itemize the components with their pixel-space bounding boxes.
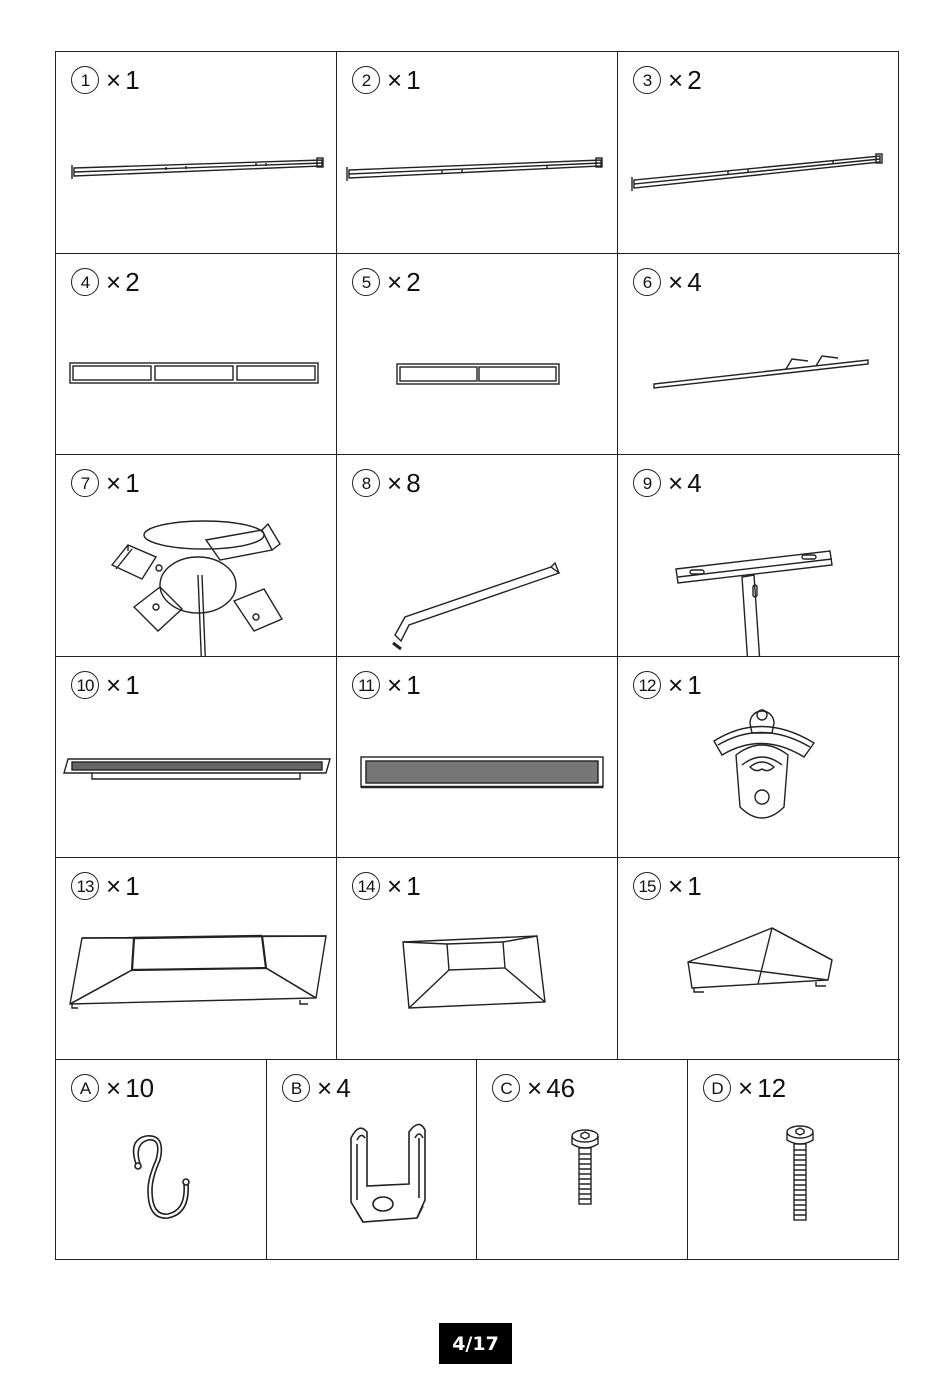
part-quantity: 2 xyxy=(125,267,140,297)
part-cell-15 xyxy=(618,858,900,1060)
part-label: 15 × 1 xyxy=(633,871,702,901)
part-label: 7 × 1 xyxy=(71,468,140,498)
part-cell-3 xyxy=(618,52,900,254)
part-cell-6 xyxy=(618,254,900,455)
shelf-board-icon xyxy=(56,254,337,455)
part-number: 2 xyxy=(352,66,380,94)
hardware-label: B × 4 xyxy=(282,1073,351,1103)
part-quantity: 1 xyxy=(125,871,140,901)
part-cell-9 xyxy=(618,455,900,657)
part-quantity: 4 xyxy=(687,468,702,498)
hardware-quantity: 10 xyxy=(125,1073,155,1103)
hardware-quantity: 46 xyxy=(546,1073,576,1103)
part-label: 12 × 1 xyxy=(633,670,702,700)
short-screw-icon xyxy=(477,1060,688,1260)
part-quantity: 1 xyxy=(687,670,702,700)
part-cell-11 xyxy=(337,657,618,858)
part-quantity: 2 xyxy=(406,267,421,297)
part-number: 1 xyxy=(71,66,99,94)
hardware-label: D × 12 xyxy=(703,1073,786,1103)
part-label: 10 × 1 xyxy=(71,670,140,700)
hardware-cell-b xyxy=(267,1060,477,1260)
part-quantity: 8 xyxy=(406,468,421,498)
u-bracket-icon xyxy=(267,1060,477,1260)
t-bracket-icon xyxy=(618,455,900,657)
hardware-label: C × 46 xyxy=(492,1073,575,1103)
hardware-letter: D xyxy=(703,1074,731,1102)
part-quantity: 1 xyxy=(406,871,421,901)
part-label: 13 × 1 xyxy=(71,871,140,901)
pyramid-cap-icon xyxy=(618,858,900,1060)
part-number: 13 xyxy=(71,872,99,900)
hardware-quantity: 4 xyxy=(336,1073,351,1103)
diagonal-brace-icon xyxy=(337,455,618,657)
part-number: 11 xyxy=(352,671,380,699)
long-pole-icon xyxy=(337,52,618,254)
part-cell-5 xyxy=(337,254,618,455)
part-label: 4 × 2 xyxy=(71,267,140,297)
part-cell-7 xyxy=(56,455,337,657)
part-number: 6 xyxy=(633,268,661,296)
part-label: 1 × 1 xyxy=(71,65,140,95)
part-quantity: 2 xyxy=(687,65,702,95)
long-screw-icon xyxy=(688,1060,900,1260)
parts-list-grid xyxy=(55,51,899,1260)
part-quantity: 1 xyxy=(687,871,702,901)
part-label: 9 × 4 xyxy=(633,468,702,498)
page-number-badge: 4/17 xyxy=(439,1323,512,1364)
part-quantity: 1 xyxy=(406,65,421,95)
part-cell-1 xyxy=(56,52,337,254)
center-hub-connector-icon xyxy=(56,455,337,657)
part-number: 5 xyxy=(352,268,380,296)
part-quantity: 4 xyxy=(687,267,702,297)
hardware-letter: B xyxy=(282,1074,310,1102)
part-number: 10 xyxy=(71,671,99,699)
hardware-cell-a xyxy=(56,1060,267,1260)
part-number: 14 xyxy=(352,872,380,900)
hardware-label: A × 10 xyxy=(71,1073,154,1103)
part-number: 4 xyxy=(71,268,99,296)
part-number: 12 xyxy=(633,671,661,699)
short-shelf-board-icon xyxy=(337,254,618,455)
top-panel-icon xyxy=(56,657,337,858)
part-label: 3 × 2 xyxy=(633,65,702,95)
part-label: 8 × 8 xyxy=(352,468,421,498)
medium-base-icon xyxy=(337,858,618,1060)
part-cell-12 xyxy=(618,657,900,858)
s-hook-icon xyxy=(56,1060,267,1260)
part-number: 8 xyxy=(352,469,380,497)
long-pole-icon xyxy=(618,52,900,254)
hardware-quantity: 12 xyxy=(757,1073,787,1103)
part-number: 3 xyxy=(633,66,661,94)
hardware-letter: C xyxy=(492,1074,520,1102)
part-label: 11 × 1 xyxy=(352,670,421,700)
part-quantity: 1 xyxy=(125,65,140,95)
part-cell-13 xyxy=(56,858,337,1060)
part-number: 9 xyxy=(633,469,661,497)
part-cell-14 xyxy=(337,858,618,1060)
long-pole-icon xyxy=(56,52,337,254)
hanging-rod-icon xyxy=(618,254,900,455)
hardware-letter: A xyxy=(71,1074,99,1102)
part-cell-10 xyxy=(56,657,337,858)
part-cell-2 xyxy=(337,52,618,254)
part-label: 5 × 2 xyxy=(352,267,421,297)
part-label: 14 × 1 xyxy=(352,871,421,901)
part-number: 15 xyxy=(633,872,661,900)
part-quantity: 1 xyxy=(125,468,140,498)
part-quantity: 1 xyxy=(406,670,421,700)
part-cell-8 xyxy=(337,455,618,657)
part-cell-4 xyxy=(56,254,337,455)
hardware-cell-c xyxy=(477,1060,688,1260)
large-base-icon xyxy=(56,858,337,1060)
side-panel-icon xyxy=(337,657,618,858)
part-label: 2 × 1 xyxy=(352,65,421,95)
hardware-cell-d xyxy=(688,1060,900,1260)
bottle-opener-icon xyxy=(618,657,900,858)
part-quantity: 1 xyxy=(125,670,140,700)
part-number: 7 xyxy=(71,469,99,497)
part-label: 6 × 4 xyxy=(633,267,702,297)
